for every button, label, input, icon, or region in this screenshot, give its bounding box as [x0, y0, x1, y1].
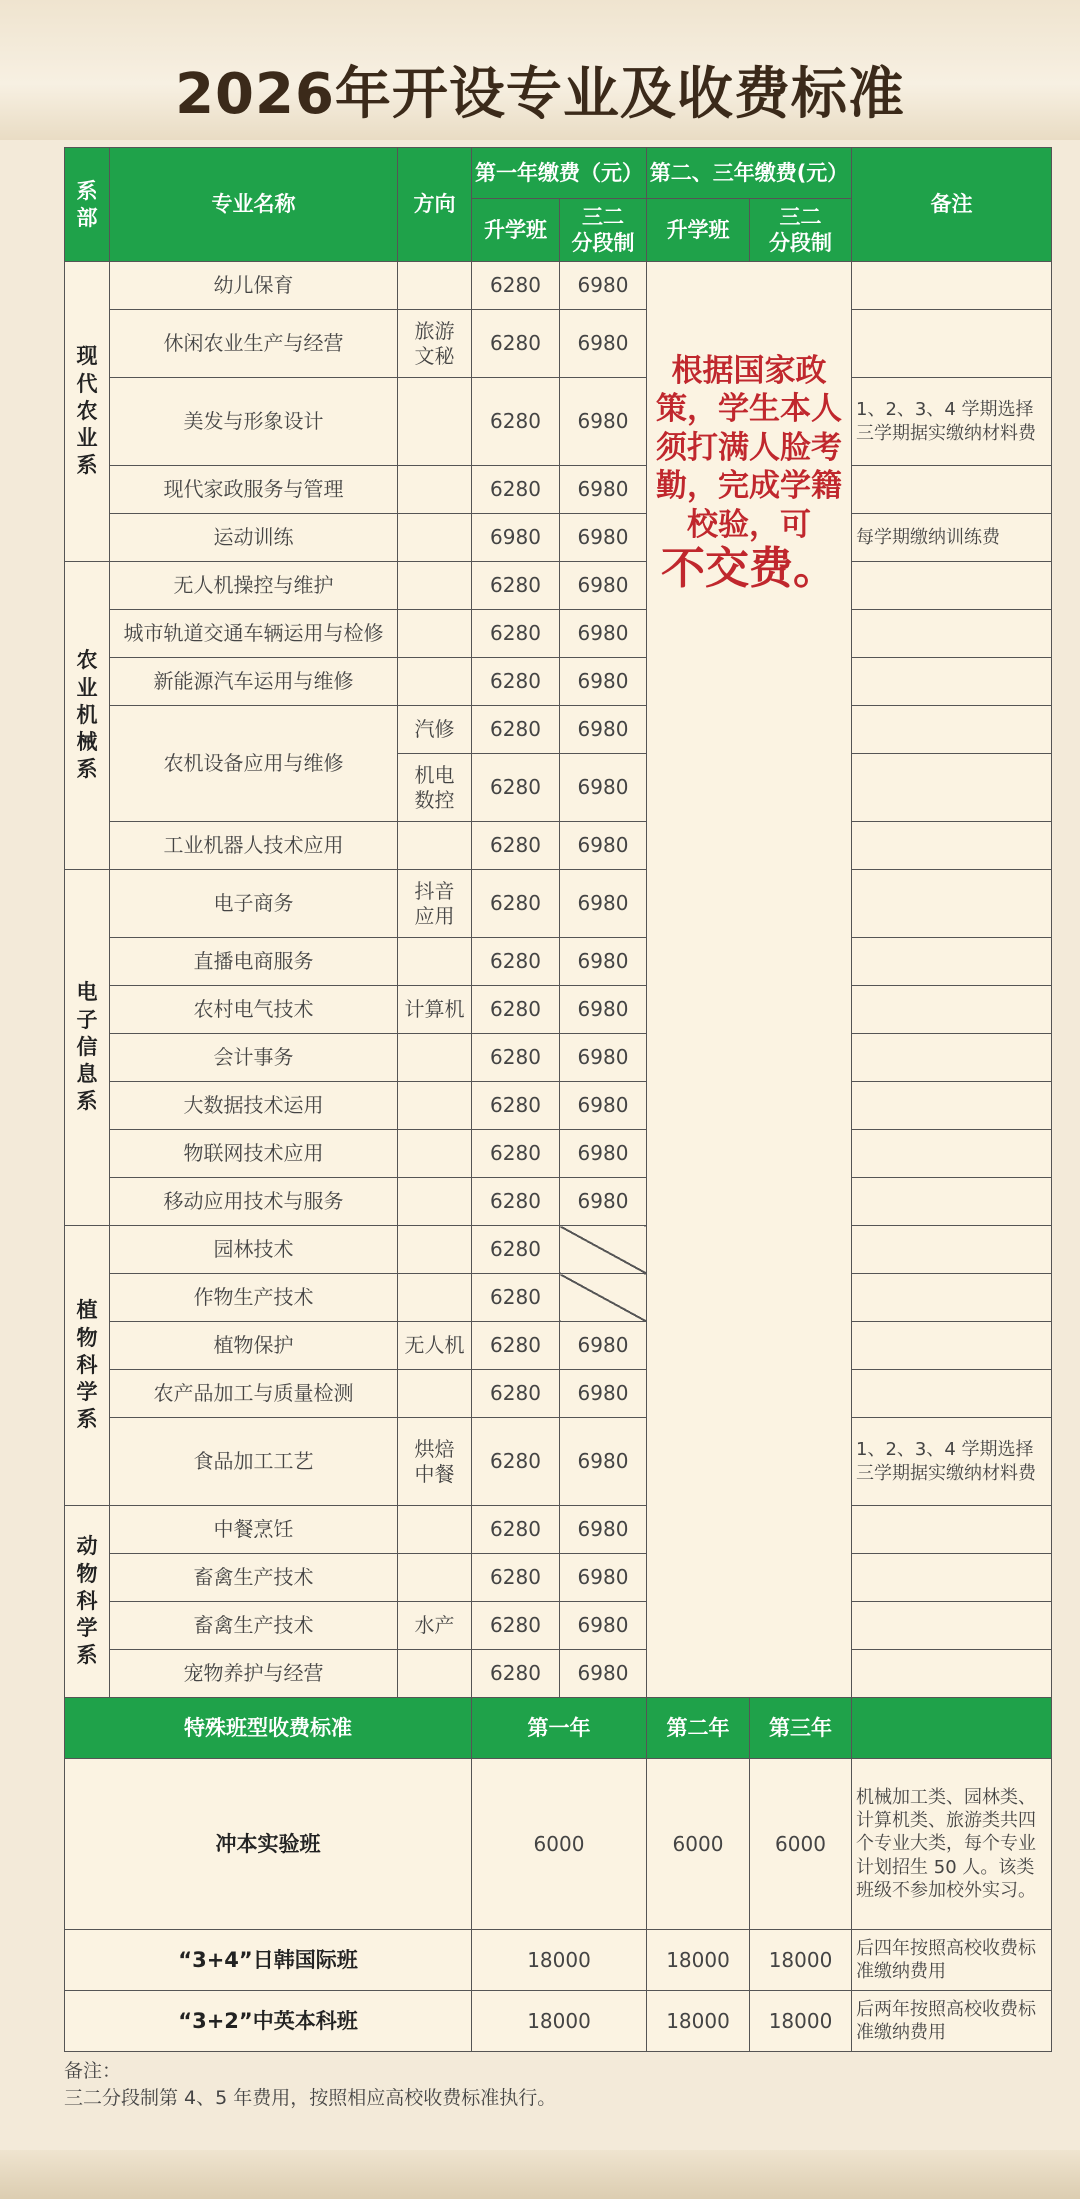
header-y1-upgrade: 升学班: [472, 199, 560, 262]
dept-name: 动 物 科 学 系: [65, 1506, 110, 1698]
fee-y1-upgrade: 6280: [472, 1226, 560, 1274]
direction: 机电 数控: [398, 754, 472, 822]
footnote-text: 三二分段制第 4、5 年费用，按照相应高校收费标准执行。: [64, 2086, 557, 2109]
dept-name: 现 代 农 业 系: [65, 262, 110, 562]
major-name: 食品加工工艺: [110, 1418, 398, 1506]
remark: [852, 466, 1052, 514]
fee-y1-upgrade: 6280: [472, 1506, 560, 1554]
major-name: 美发与形象设计: [110, 378, 398, 466]
fee-y1-32: 6980: [560, 1130, 647, 1178]
direction: [398, 1506, 472, 1554]
major-name: 无人机操控与维护: [110, 562, 398, 610]
table-row: [65, 1130, 1052, 1178]
direction: [398, 1274, 472, 1322]
fee-y1-upgrade: 6280: [472, 986, 560, 1034]
fee-y1-upgrade: 6280: [472, 822, 560, 870]
direction: [398, 1178, 472, 1226]
direction: [398, 562, 472, 610]
fee-y1-upgrade: 6280: [472, 378, 560, 466]
remark: [852, 870, 1052, 938]
table-row: [65, 822, 1052, 870]
special-header: 特殊班型收费标准: [65, 1698, 472, 1759]
table-row: [65, 1082, 1052, 1130]
major-name: 大数据技术运用: [110, 1082, 398, 1130]
table-row: [65, 1226, 1052, 1274]
special-year1: 第一年: [472, 1698, 647, 1759]
dept-name: 农 业 机 械 系: [65, 562, 110, 870]
major-name: 农村电气技术: [110, 986, 398, 1034]
table-row: [65, 562, 1052, 610]
special-year3: 第三年: [750, 1698, 852, 1759]
major-name: 植物保护: [110, 1322, 398, 1370]
fee-y1-32: 6980: [560, 562, 647, 610]
table-row: [65, 514, 1052, 562]
remark: [852, 262, 1052, 310]
direction: [398, 938, 472, 986]
fee-y1-32: 6980: [560, 378, 647, 466]
policy-emphasis: 不交费。: [661, 543, 837, 595]
special-fee-y2: 18000: [647, 1930, 750, 1991]
fee-y1-upgrade: 6980: [472, 514, 560, 562]
special-fee-y2: 18000: [647, 1991, 750, 2052]
remark: [852, 1650, 1052, 1698]
fee-y1-upgrade: 6280: [472, 466, 560, 514]
major-name: 休闲农业生产与经营: [110, 310, 398, 378]
fee-y1-32: 6980: [560, 1506, 647, 1554]
header-year1: 第一年缴费（元）: [472, 148, 647, 199]
table-row: [65, 1554, 1052, 1602]
fee-y1-upgrade: 6280: [472, 562, 560, 610]
major-name: 农产品加工与质量检测: [110, 1370, 398, 1418]
policy-text: 根据国家政策，学生本人须打满人脸考勤，完成学籍校验，可: [656, 353, 842, 543]
remark: [852, 986, 1052, 1034]
fee-y1-32: 6980: [560, 1322, 647, 1370]
fee-y1-32-not-offered: [560, 1226, 647, 1274]
direction: 汽修: [398, 706, 472, 754]
major-name: 城市轨道交通车辆运用与检修: [110, 610, 398, 658]
fee-y1-32: 6980: [560, 1082, 647, 1130]
major-name: 畜禽生产技术: [110, 1602, 398, 1650]
table-row: [65, 1602, 1052, 1650]
fee-y1-32: 6980: [560, 938, 647, 986]
special-class-name: “3+4”日韩国际班: [65, 1930, 472, 1991]
fee-y1-32-not-offered: [560, 1274, 647, 1322]
table-row: [65, 310, 1052, 378]
table-row: [65, 1650, 1052, 1698]
major-name: 会计事务: [110, 1034, 398, 1082]
remark: [852, 1130, 1052, 1178]
header-major: 专业名称: [110, 148, 398, 262]
direction: [398, 378, 472, 466]
table-row: [65, 466, 1052, 514]
special-class-name: “3+2”中英本科班: [65, 1991, 472, 2052]
special-fee-y3: 18000: [750, 1991, 852, 2052]
remark: 1、2、3、4 学期选择三学期据实缴纳材料费: [852, 1418, 1052, 1506]
fee-y1-upgrade: 6280: [472, 1370, 560, 1418]
fee-y1-32: 6980: [560, 310, 647, 378]
fee-y1-32: 6980: [560, 1418, 647, 1506]
special-row: [65, 1759, 1052, 1930]
major-name: 移动应用技术与服务: [110, 1178, 398, 1226]
fee-y1-upgrade: 6280: [472, 1602, 560, 1650]
table-row: [65, 610, 1052, 658]
special-class-name: 冲本实验班: [65, 1759, 472, 1930]
fee-y1-32: 6980: [560, 1370, 647, 1418]
remark: [852, 1274, 1052, 1322]
footnote-label: 备注：: [64, 2060, 122, 2082]
header-year23: 第二、三年缴费(元）: [647, 148, 852, 199]
direction: 计算机: [398, 986, 472, 1034]
table-row: [65, 1418, 1052, 1506]
remark: [852, 822, 1052, 870]
direction: [398, 262, 472, 310]
fee-y1-upgrade: 6280: [472, 1418, 560, 1506]
remark: [852, 310, 1052, 378]
header-y23-upgrade: 升学班: [647, 199, 750, 262]
direction: 水产: [398, 1602, 472, 1650]
fee-y1-upgrade: 6280: [472, 1274, 560, 1322]
direction: [398, 1082, 472, 1130]
remark: [852, 1034, 1052, 1082]
direction: 无人机: [398, 1322, 472, 1370]
header-row: [65, 148, 1052, 199]
direction: [398, 466, 472, 514]
remark: [852, 610, 1052, 658]
table-row: [65, 870, 1052, 938]
special-remark: [852, 1698, 1052, 1759]
remark: [852, 1322, 1052, 1370]
fee-y1-upgrade: 6280: [472, 1034, 560, 1082]
major-name: 物联网技术应用: [110, 1130, 398, 1178]
direction: [398, 1130, 472, 1178]
header-dept: 系 部: [65, 148, 110, 262]
special-fee-y1: 6000: [472, 1759, 647, 1930]
fee-table-container: [64, 147, 1051, 2052]
direction: 烘焙 中餐: [398, 1418, 472, 1506]
major-name: 新能源汽车运用与维修: [110, 658, 398, 706]
direction: [398, 1554, 472, 1602]
special-row: [65, 1930, 1052, 1991]
major-name: 园林技术: [110, 1226, 398, 1274]
major-name: 农机设备应用与维修: [110, 706, 398, 822]
fee-y1-upgrade: 6280: [472, 1322, 560, 1370]
major-name: 中餐烹饪: [110, 1506, 398, 1554]
table-row: [65, 658, 1052, 706]
special-remark: 后两年按照高校收费标准缴纳费用: [852, 1991, 1052, 2052]
remark: 1、2、3、4 学期选择三学期据实缴纳材料费: [852, 378, 1052, 466]
table-row: [65, 378, 1052, 466]
remark: [852, 1082, 1052, 1130]
special-fee-y3: 18000: [750, 1930, 852, 1991]
fee-y1-32: 6980: [560, 870, 647, 938]
special-fee-y3: 6000: [750, 1759, 852, 1930]
special-header-row: [65, 1698, 1052, 1759]
remark: [852, 658, 1052, 706]
major-name: 运动训练: [110, 514, 398, 562]
major-name: 现代家政服务与管理: [110, 466, 398, 514]
fee-y1-32: 6980: [560, 1554, 647, 1602]
table-row: [65, 262, 1052, 310]
direction: [398, 1370, 472, 1418]
special-remark: 机械加工类、园林类、计算机类、旅游类共四个专业大类，每个专业计划招生 50 人。该类班级不参加校外实习。: [852, 1759, 1052, 1930]
direction: [398, 1034, 472, 1082]
header-direction: 方向: [398, 148, 472, 262]
remark: [852, 754, 1052, 822]
remark: [852, 1226, 1052, 1274]
fee-y1-upgrade: 6280: [472, 706, 560, 754]
fee-y1-upgrade: 6280: [472, 938, 560, 986]
page-title: 2026年开设专业及收费标准: [175, 62, 905, 127]
dept-name: 植 物 科 学 系: [65, 1226, 110, 1506]
table-row: [65, 1178, 1052, 1226]
major-name: 电子商务: [110, 870, 398, 938]
remark: [852, 562, 1052, 610]
fee-y1-upgrade: 6280: [472, 870, 560, 938]
fee-y1-32: 6980: [560, 754, 647, 822]
fee-y1-32: 6980: [560, 1178, 647, 1226]
direction: 旅游 文秘: [398, 310, 472, 378]
special-remark: 后四年按照高校收费标准缴纳费用: [852, 1930, 1052, 1991]
fee-y1-32: 6980: [560, 610, 647, 658]
table-row: [65, 706, 1052, 754]
dept-name: 电 子 信 息 系: [65, 870, 110, 1226]
fee-y1-upgrade: 6280: [472, 658, 560, 706]
fee-y1-upgrade: 6280: [472, 1178, 560, 1226]
direction: [398, 610, 472, 658]
direction: [398, 658, 472, 706]
fee-y1-32: 6980: [560, 1602, 647, 1650]
remark: [852, 1178, 1052, 1226]
major-name: 作物生产技术: [110, 1274, 398, 1322]
fee-table: [64, 147, 1052, 2052]
direction: [398, 1650, 472, 1698]
special-fee-y2: 6000: [647, 1759, 750, 1930]
special-fee-y1: 18000: [472, 1930, 647, 1991]
remark: [852, 1602, 1052, 1650]
remark: [852, 1506, 1052, 1554]
remark: [852, 938, 1052, 986]
fee-y1-upgrade: 6280: [472, 310, 560, 378]
fee-y1-upgrade: 6280: [472, 262, 560, 310]
fee-y1-upgrade: 6280: [472, 754, 560, 822]
major-name: 工业机器人技术应用: [110, 822, 398, 870]
major-name: 幼儿保育: [110, 262, 398, 310]
fee-y1-upgrade: 6280: [472, 610, 560, 658]
special-fee-y1: 18000: [472, 1991, 647, 2052]
fee-y1-32: 6980: [560, 466, 647, 514]
footnote: [64, 2058, 1044, 2111]
header-remark: 备注: [852, 148, 1052, 262]
bottom-decorative-band: [0, 2150, 1080, 2199]
table-row: [65, 1274, 1052, 1322]
direction: 抖音 应用: [398, 870, 472, 938]
table-row: [65, 1370, 1052, 1418]
major-name: 直播电商服务: [110, 938, 398, 986]
fee-y1-upgrade: 6280: [472, 1082, 560, 1130]
table-row: [65, 1034, 1052, 1082]
remark: [852, 1370, 1052, 1418]
direction: [398, 822, 472, 870]
fee-y1-32: 6980: [560, 986, 647, 1034]
direction: [398, 514, 472, 562]
fee-y1-32: 6980: [560, 1034, 647, 1082]
fee-y1-32: 6980: [560, 1650, 647, 1698]
header-y23-32: 三二 分段制: [750, 199, 852, 262]
table-row: [65, 1506, 1052, 1554]
table-row: [65, 938, 1052, 986]
special-year2: 第二年: [647, 1698, 750, 1759]
direction: [398, 1226, 472, 1274]
fee-y1-32: 6980: [560, 706, 647, 754]
fee-y1-upgrade: 6280: [472, 1554, 560, 1602]
policy-note: [647, 262, 852, 1698]
fee-y1-upgrade: 6280: [472, 1650, 560, 1698]
fee-y1-32: 6980: [560, 658, 647, 706]
header-y1-32: 三二 分段制: [560, 199, 647, 262]
remark: 每学期缴纳训练费: [852, 514, 1052, 562]
remark: [852, 1554, 1052, 1602]
table-row: [65, 1322, 1052, 1370]
major-name: 宠物养护与经营: [110, 1650, 398, 1698]
major-name: 畜禽生产技术: [110, 1554, 398, 1602]
fee-y1-32: 6980: [560, 262, 647, 310]
special-row: [65, 1991, 1052, 2052]
fee-y1-32: 6980: [560, 514, 647, 562]
table-row: [65, 986, 1052, 1034]
remark: [852, 706, 1052, 754]
fee-y1-upgrade: 6280: [472, 1130, 560, 1178]
fee-y1-32: 6980: [560, 822, 647, 870]
